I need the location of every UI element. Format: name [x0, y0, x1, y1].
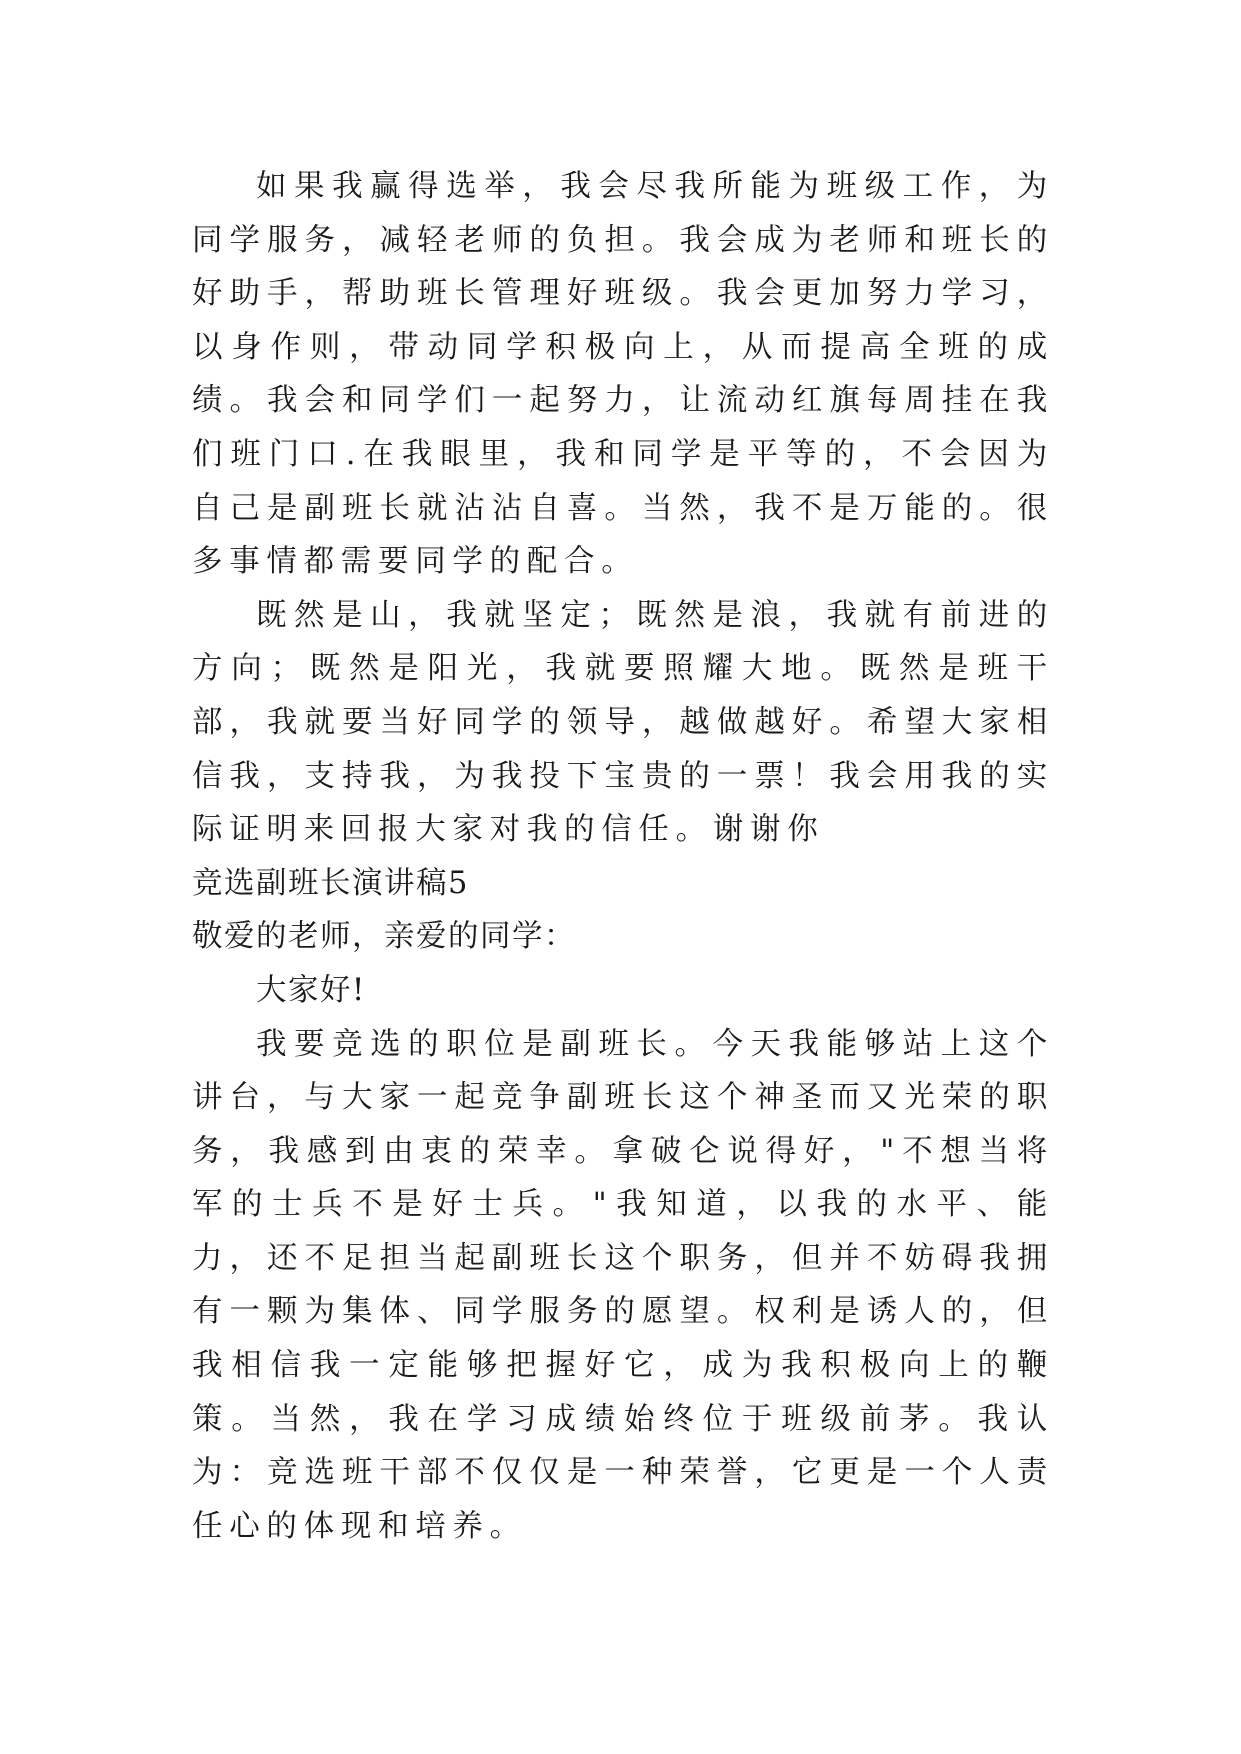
- greeting: 大家好!: [256, 972, 366, 1008]
- section-title: 竞选副班长演讲稿5: [192, 865, 469, 901]
- paragraph-closing-appeal: 既然是山，我就坚定；既然是浪，我就有前进的方向；既然是阳光，我就要照耀大地。既然是班干部，我就要当好同学的领导，越做越好。希望大家相信我，支持我，为我投下宝贵的一票！我会用我的实际证明来回报大家对我的信任。谢谢你: [192, 597, 1054, 848]
- document-body: [192, 160, 1054, 1553]
- paragraph-candidacy: 我要竞选的职位是副班长。今天我能够站上这个讲台，与大家一起竞争副班长这个神圣而又光荣的职务，我感到由衷的荣幸。拿破仑说得好，"不想当将军的士兵不是好士兵。"我知道，以我的水平、能力，还不足担当起副班长这个职务，但并不妨碍我拥有一颗为集体、同学服务的愿望。权利是诱人的，但我相信我一定能够把握好它，成为我积极向上的鞭策。当然，我在学习成绩始终位于班级前茅。我认为：竞选班干部不仅仅是一种荣誉，它更是一个人责任心的体现和培养。: [192, 1026, 1054, 1544]
- paragraph-service-pledge: 如果我赢得选举，我会尽我所能为班级工作，为同学服务，减轻老师的负担。我会成为老师和班长的好助手，帮助班长管理好班级。我会更加努力学习，以身作则，带动同学积极向上，从而提高全班的成绩。我会和同学们一起努力，让流动红旗每周挂在我们班门口.在我眼里，我和同学是平等的，不会因为自己是副班长就沾沾自喜。当然，我不是万能的。很多事情都需要同学的配合。: [192, 169, 1054, 580]
- salutation: 敬爱的老师，亲爱的同学：: [192, 919, 576, 955]
